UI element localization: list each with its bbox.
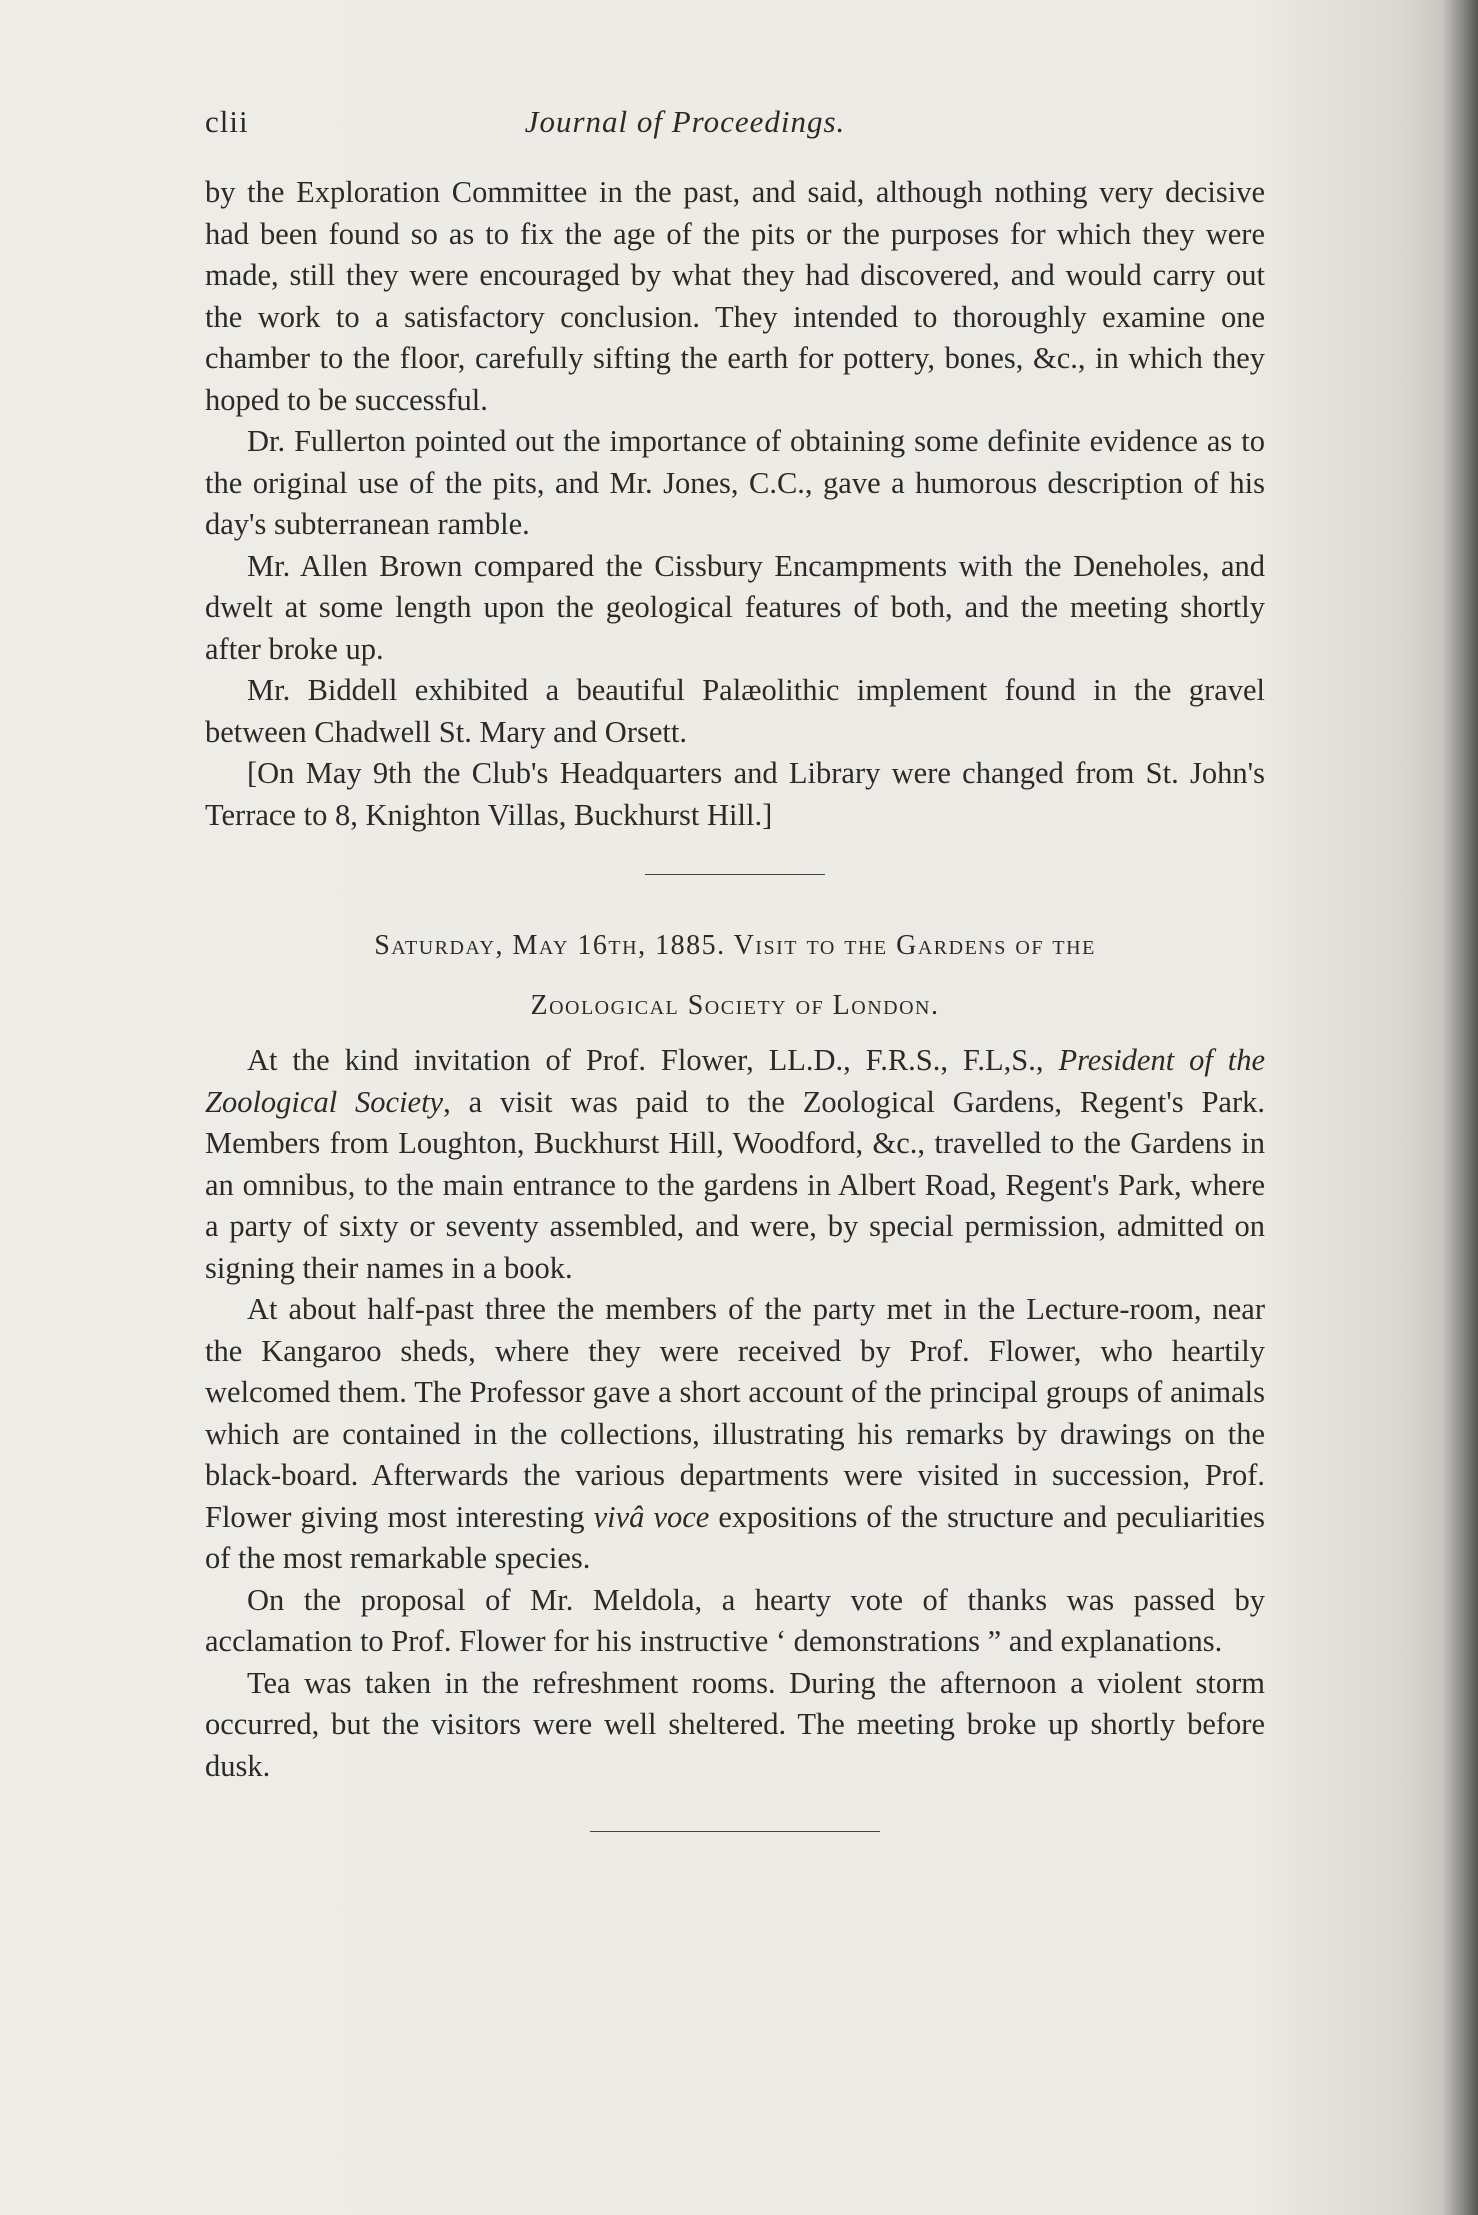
paragraph-lecture-room bbox=[205, 1289, 1265, 1580]
section-heading bbox=[205, 925, 1265, 1026]
body-text bbox=[205, 172, 1265, 1832]
paragraph-headquarters-note: [On May 9th the Club's Headquarters and Library were changed from St. John's Terrace to 8, Knighton Villas, Buckhurst Hill.] bbox=[205, 756, 1265, 832]
lecture-text-end: expositions of the structure and peculiarities of the most remarkable species. bbox=[205, 1499, 1266, 1575]
section-heading-line2: Zoological Society of London. bbox=[530, 989, 940, 1021]
invitation-italic-title: President of the Zoological Society bbox=[205, 1043, 1265, 1119]
invitation-text-end: , a visit was paid to the Zoological Gardens, Regent's Park. Members from Loughton, Buckhurst Hill, Woodford, &c., travelled to the Gardens in an omnibus, to the main entrance to the gardens in Albert Road, Regent's Park, where a party of sixty or seventy assembled, and were, by special permission, admitted on signing their names in a book. bbox=[205, 1084, 1265, 1285]
page-edge-shadow bbox=[1442, 0, 1478, 2215]
section-divider bbox=[645, 874, 825, 875]
invitation-text-start: At the kind invitation of Prof. Flower, LL.D., F.R.S., F.L,S., bbox=[247, 1043, 1059, 1077]
paragraph-biddell: Mr. Biddell exhibited a beautiful Palæolithic implement found in the gravel between Chadwell St. Mary and Orsett. bbox=[205, 673, 1265, 749]
paragraph-fullerton: Dr. Fullerton pointed out the importance of obtaining some definite evidence as to the original use of the pits, and Mr. Jones, C.C., gave a humorous description of his day's subterranean ramble. bbox=[205, 424, 1265, 541]
end-divider bbox=[590, 1831, 880, 1832]
lecture-text-start: At about half-past three the members of the party met in the Lecture-room, near the Kangaroo sheds, where they were received by Prof. Flower, who heartily welcomed them. The Professor gave a short account of the principal groups of animals which are contained in the collections, illustrating his remarks by drawings on the black-board. Afterwards the various departments were visited in succession, Prof. Flower giving most interesting bbox=[205, 1292, 1265, 1534]
paragraph-invitation bbox=[205, 1040, 1265, 1289]
paragraph-tea: Tea was taken in the refreshment rooms. During the afternoon a violent storm occurred, but the visitors were well sheltered. The meeting broke up shortly before dusk. bbox=[205, 1665, 1265, 1783]
paragraph-allen-brown: Mr. Allen Brown compared the Cissbury Encampments with the Deneholes, and dwelt at some length upon the geological features of both, and the meeting shortly after broke up. bbox=[205, 548, 1265, 666]
paragraph-continued: by the Exploration Committee in the past, and said, although nothing very decisive had been found so as to fix the age of the pits or the purposes for which they were made, still they were encouraged by what they had discovered, and would carry out the work to a satisfactory conclusion. They intended to thoroughly examine one chamber to the floor, carefully sifting the earth for pottery, bones, &c., in which they hoped to be successful. bbox=[205, 175, 1265, 417]
paragraph-vote-of-thanks: On the proposal of Mr. Meldola, a hearty vote of thanks was passed by acclamation to Prof. Flower for his instructive ‘ demonstrations ” and explanations. bbox=[205, 1582, 1265, 1658]
running-head bbox=[205, 104, 1265, 154]
page-number: clii bbox=[205, 104, 249, 139]
section-heading-line1: Saturday, May 16th, 1885. Visit to the Gardens of the bbox=[374, 930, 1096, 961]
lecture-italic-phrase: vivâ voce bbox=[593, 1499, 710, 1534]
running-title: Journal of Proceedings. bbox=[524, 104, 846, 139]
